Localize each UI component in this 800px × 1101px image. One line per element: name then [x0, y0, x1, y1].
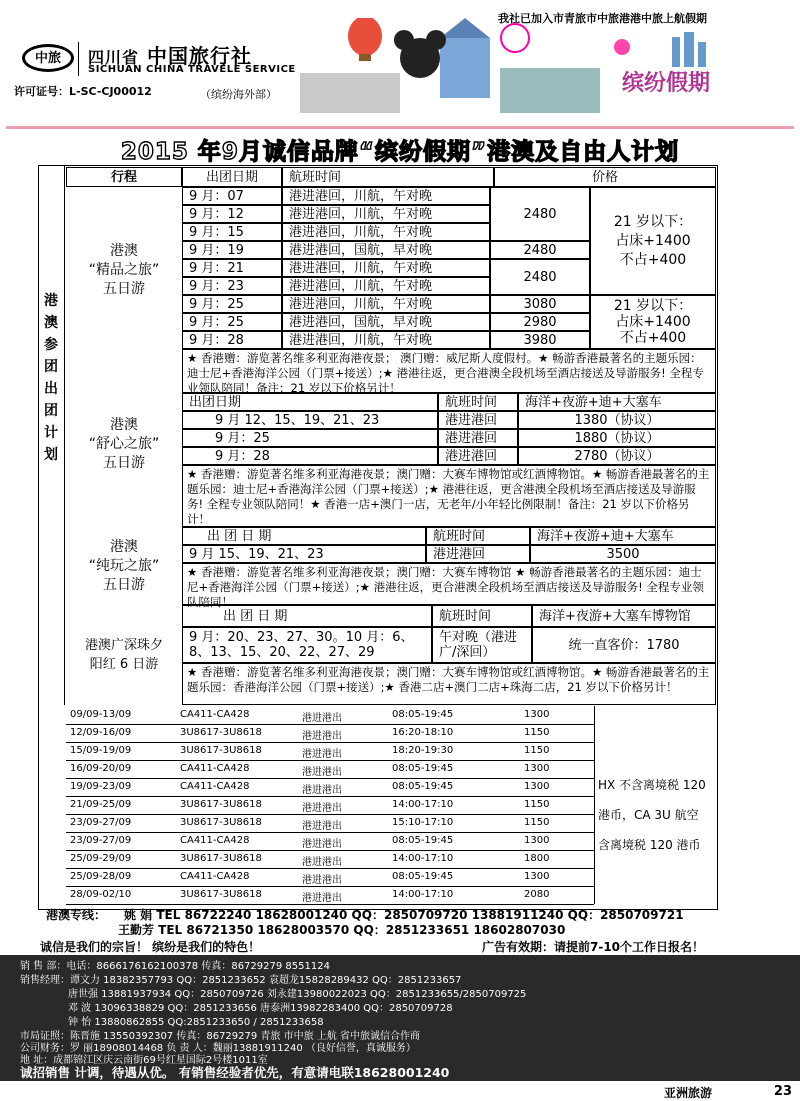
schedule-cell: 08:05-19:45 [392, 871, 454, 882]
tour4-date: 9 月：20、23、27、30。10 月：6、8、13、15、20、22、27、29 [182, 627, 432, 663]
schedule-cell: 1300 [524, 709, 550, 720]
schedule-cell: 08:05-19:45 [392, 781, 454, 792]
schedule-cell: 23/09-27/09 [70, 835, 132, 846]
schedule-row [66, 706, 594, 725]
schedule-cell: 1300 [524, 781, 550, 792]
schedule-cell: CA411-CA428 [180, 781, 250, 792]
footer-line: 地 址：成都锦江区庆云南街69号红星国际2号楼1011室 [20, 1055, 268, 1066]
schedule-row [66, 724, 594, 743]
schedule-cell: 港进港出 [302, 749, 342, 760]
footer-line: 唐世强 13881937934 QQ：2850709726 刘永建13980022023 QQ：2851233655/2850709725 [68, 989, 527, 1000]
tour2-price: 1380（协议） [518, 411, 716, 429]
schedule-row [66, 886, 594, 905]
footer-line: 市局证照：陈晋施 13550392307 传真：86729279 青旅 市中旅 上航 省中旅诚信合作商 [20, 1031, 420, 1042]
license-number: 许可证号：L-SC-CJ00012 [14, 85, 152, 98]
schedule-cell: 3U8617-3U8618 [180, 745, 262, 756]
tour4-header-items: 海洋+夜游+大塞车博物馆 [532, 605, 716, 627]
tour1-price: 2480 [490, 241, 590, 259]
tour3-header-date: 出 团 日 期 [182, 527, 426, 545]
tour1-child-note: 21 岁以下： 占床+1400 不占+400 [590, 295, 716, 349]
schedule-cell: 港进港出 [302, 803, 342, 814]
company-name-cn: 四川省 中国旅行社 [88, 44, 253, 68]
tour1-date: 9 月：15 [182, 223, 282, 241]
schedule-cell: 3U8617-3U8618 [180, 853, 262, 864]
tour2-header-items: 海洋+夜游+迪+大塞车 [518, 393, 716, 411]
tour1-date: 9 月：12 [182, 205, 282, 223]
city-icon [500, 68, 600, 113]
schedule-cell: 1300 [524, 835, 550, 846]
tour2-date: 9 月 12、15、19、21、23 [182, 411, 438, 429]
side-label: 港 澳 参 团 出 团 计 划 [44, 293, 58, 463]
schedule-cell: 14:00-17:10 [392, 799, 454, 810]
header-flight: 航班时间 [282, 167, 494, 187]
hotline-label: 港澳专线： [46, 908, 107, 922]
department: （缤纷海外部） [200, 88, 277, 101]
tour2-flight: 港进港回 [438, 429, 518, 447]
schedule-cell: 18:20-19:30 [392, 745, 454, 756]
tour4-note: ★ 香港赠：游览著名维多利亚海港夜景；澳门赠：大赛车博物馆或红酒博物馆。★ 畅游香港最著名的主题乐园：香港海洋公园（门票+接送）;★ 香港二店+澳门二店+珠海二店，21 岁以下价格另计！ [182, 663, 716, 705]
tour1-route: 港澳 “精品之旅” 五日游 [88, 243, 160, 297]
schedule-cell: 28/09-02/10 [70, 889, 132, 900]
schedule-cell: 港进港出 [302, 857, 342, 868]
schedule-cell: 3U8617-3U8618 [180, 727, 262, 738]
tour1-note: ★ 香港赠：游览著名维多利亚海港夜景； 澳门赠：威尼斯人度假村。★ 畅游香港最著名的主题乐园：迪士尼+香港海洋公园（门票+接送）;★ 港港往返，更合港澳全段机场至酒店接送及导游服务! 全程专业领队陪同！备注：21 岁以下价格另计！ [182, 349, 716, 393]
tour3-header-flight: 航班时间 [426, 527, 530, 545]
schedule-cell: 港进港出 [302, 893, 342, 904]
tour1-date: 9 月：23 [182, 277, 282, 295]
tour2-flight: 港进港回 [438, 447, 518, 465]
schedule-row [66, 868, 594, 887]
tour2-header-date: 出团日期 [182, 393, 438, 411]
page-title: 2015 年9月诚信品牌“缤纷假期”港澳及自由人计划 [120, 139, 680, 165]
schedule-cell: 3U8617-3U8618 [180, 889, 262, 900]
schedule-cell: 港进港出 [302, 767, 342, 778]
brand-logo [602, 32, 730, 100]
banner-illustration [300, 18, 605, 113]
schedule-cell: CA411-CA428 [180, 871, 250, 882]
tour3-route: 港澳 “纯玩之旅” 五日游 [88, 539, 160, 593]
tour1-date: 9 月：21 [182, 259, 282, 277]
tour1-price: 3080 [490, 295, 590, 313]
company-name-en: SICHUAN CHINA TRAVELE SERVICE [88, 64, 296, 75]
tour1-flight: 港进港回，国航，早对晚 [282, 313, 490, 331]
tour1-date: 9 月：07 [182, 187, 282, 205]
tour4-route: 港澳广深珠夕 阳红 6 日游 [84, 638, 163, 672]
footer-line: 销 售 部：电话：8666176162100378 传真：86729279 8551124 [20, 961, 330, 972]
schedule-row [66, 850, 594, 869]
tour1-flight: 港进港回，川航，午对晚 [282, 205, 490, 223]
schedule-cell: 3U8617-3U8618 [180, 799, 262, 810]
tour1-price: 2480 [490, 187, 590, 241]
schedule-cell: 14:00-17:10 [392, 853, 454, 864]
tour4-header-flight: 航班时间 [432, 605, 532, 627]
recruit-line: 诚招销售 计调，待遇从优。 有销售经验者优先，有意请电联18628001240 [20, 1065, 450, 1080]
tour2-date: 9 月：25 [182, 429, 438, 447]
schedule-row [66, 832, 594, 851]
schedule-cell: 1150 [524, 745, 550, 756]
schedule-cell: 1300 [524, 763, 550, 774]
tour1-flight: 港进港回，川航，午对晚 [282, 295, 490, 313]
schedule-cell: 08:05-19:45 [392, 763, 454, 774]
header-rule [6, 126, 794, 129]
tour1-price: 3980 [490, 331, 590, 349]
schedule-cell: 19/09-23/09 [70, 781, 132, 792]
company-logo: 中旅 [22, 44, 74, 72]
tour3-price: 3500 [530, 545, 716, 563]
tour4-header-date: 出 团 日 期 [182, 605, 432, 627]
tour3-note: ★ 香港赠：游览著名维多利亚海港夜景；澳门赠：大赛车博物馆 ★ 畅游香港最著名的主题乐园：迪士尼+香港海洋公园（门票+接送）;★ 港港往返，更合港澳全段机场至酒店接送及导游服务! 全程专业领队陪同！ [182, 563, 716, 605]
tour1-price: 2480 [490, 259, 590, 295]
tour1-date: 9 月：28 [182, 331, 282, 349]
schedule-cell: 16/09-20/09 [70, 763, 132, 774]
brand-logo-text: 缤纷假期 [621, 71, 711, 96]
footer-line: 公司财务：罗 丽18908014468 负 责 人：魏丽13881911240 （良好信誉，真诚服务） [20, 1043, 416, 1054]
tour3-flight: 港进港回 [426, 545, 530, 563]
schedule-cell: 港进港出 [302, 875, 342, 886]
tour1-price: 2980 [490, 313, 590, 331]
schedule-cell: CA411-CA428 [180, 709, 250, 720]
schedule-row [66, 742, 594, 761]
side-separator [64, 165, 65, 705]
tour1-date: 9 月：25 [182, 295, 282, 313]
tour1-date: 9 月：19 [182, 241, 282, 259]
footer-contacts [0, 955, 800, 1081]
hotline-line2: 王勤芳 TEL 86721350 18628003570 QQ：2851233651 18602807030 [118, 923, 566, 937]
tour4-flight: 午对晚（港进广/深回） [432, 627, 532, 663]
schedule-cell: 港进港出 [302, 785, 342, 796]
building-icon [300, 73, 400, 113]
schedule-cell: 港进港出 [302, 839, 342, 850]
schedule-cell: 1800 [524, 853, 550, 864]
tour1-flight: 港进港回，川航，午对晚 [282, 223, 490, 241]
tax-note: HX 不含离境税 120 港币，CA 3U 航空 含离境税 120 港币 [598, 778, 706, 852]
schedule-cell: 港进港出 [302, 713, 342, 724]
header-date: 出团日期 [182, 167, 282, 187]
schedule-cell: 1300 [524, 871, 550, 882]
tour1-flight: 港进港回，川航，午对晚 [282, 259, 490, 277]
tour3-header-items: 海洋+夜游+迪+大塞车 [530, 527, 716, 545]
schedule-cell: 港进港出 [302, 731, 342, 742]
schedule-cell: CA411-CA428 [180, 763, 250, 774]
top-note: 我社已加入市青旅市中旅港港中旅上航假期 [498, 12, 707, 25]
footer-line: 销售经理：谭文力 18382357793 QQ：2851233652 袁超龙15828289432 QQ：2851233657 [20, 975, 462, 986]
schedule-cell: CA411-CA428 [180, 835, 250, 846]
schedule-cell: 25/09-28/09 [70, 871, 132, 882]
schedule-cell: 15/09-19/09 [70, 745, 132, 756]
tour2-price: 2780（协议） [518, 447, 716, 465]
schedule-cell: 1150 [524, 817, 550, 828]
slogan-left: 诚信是我们的宗旨！ 缤纷是我们的特色！ [40, 940, 261, 954]
balloon-icon [348, 18, 382, 56]
schedule-cell: 08:05-19:45 [392, 835, 454, 846]
footer-line: 钟 怡 13880862855 QQ:2851233650 / 2851233658 [68, 1017, 324, 1028]
schedule-cell: 09/09-13/09 [70, 709, 132, 720]
schedule-cell: 08:05-19:45 [392, 709, 454, 720]
schedule-row [66, 778, 594, 797]
slogan-right: 广告有效期：请提前7-10个工作日报名！ [482, 940, 705, 954]
schedule-cell: 15:10-17:10 [392, 817, 454, 828]
flower-icon [614, 39, 630, 55]
tour1-date: 9 月：25 [182, 313, 282, 331]
hotline-line1: 姚 娟 TEL 86722240 18628001240 QQ：2850709720 13881911240 QQ：2850709721 [124, 908, 684, 922]
tour2-flight: 港进港回 [438, 411, 518, 429]
header-price: 价格 [494, 167, 716, 187]
schedule-row [66, 760, 594, 779]
tour1-flight: 港进港回，国航，早对晚 [282, 241, 490, 259]
tour1-child-note: 21 岁以下： 占床+1400 不占+400 [590, 187, 716, 295]
page-number: 23 [773, 1084, 792, 1099]
tour1-flight: 港进港回，川航，午对晚 [282, 277, 490, 295]
tour3-date: 9 月 15、19、21、23 [182, 545, 426, 563]
tour2-price: 1880（协议） [518, 429, 716, 447]
tour2-header-flight: 航班时间 [438, 393, 518, 411]
schedule-cell: 16:20-18:10 [392, 727, 454, 738]
schedule-cell: 1150 [524, 799, 550, 810]
publication-name: 亚洲旅游 [664, 1086, 713, 1100]
tour4-price: 统一直客价：1780 [532, 627, 716, 663]
schedule-divider [594, 706, 595, 904]
tour2-date: 9 月：28 [182, 447, 438, 465]
schedule-row [66, 814, 594, 833]
schedule-cell: 23/09-27/09 [70, 817, 132, 828]
tour1-flight: 港进港回，川航，午对晚 [282, 187, 490, 205]
tour2-route: 港澳 “舒心之旅” 五日游 [88, 417, 160, 471]
header-route: 行程 [66, 167, 182, 187]
schedule-row [66, 796, 594, 815]
schedule-cell: 1150 [524, 727, 550, 738]
schedule-cell: 14:00-17:10 [392, 889, 454, 900]
schedule-cell: 12/09-16/09 [70, 727, 132, 738]
header-divider [78, 42, 79, 76]
tour1-flight: 港进港回，川航，午对晚 [282, 331, 490, 349]
tour2-note: ★ 香港赠：游览著名维多利亚海港夜景；澳门赠：大赛车博物馆或红酒博物馆。★ 畅游香港最著名的主题乐园：迪士尼+香港海洋公园（门票+接送）;★ 港港往返，更含港澳全段机场至酒店接送及导游服务! 全程专业领队陪同！★ 香港一店+澳门一店，无老年/小年轻比例限制！备注：21 岁以下价格另计！ [182, 465, 716, 527]
schedule-cell: 25/09-29/09 [70, 853, 132, 864]
schedule-cell: 21/09-25/09 [70, 799, 132, 810]
schedule-cell: 2080 [524, 889, 550, 900]
footer-line: 邓 波 13096338829 QQ：2851233656 唐泰洲13982283400 QQ：2850709728 [68, 1003, 453, 1014]
schedule-cell: 3U8617-3U8618 [180, 817, 262, 828]
firework-icon [501, 24, 529, 52]
schedule-cell: 港进港出 [302, 821, 342, 832]
castle-icon [440, 38, 490, 98]
